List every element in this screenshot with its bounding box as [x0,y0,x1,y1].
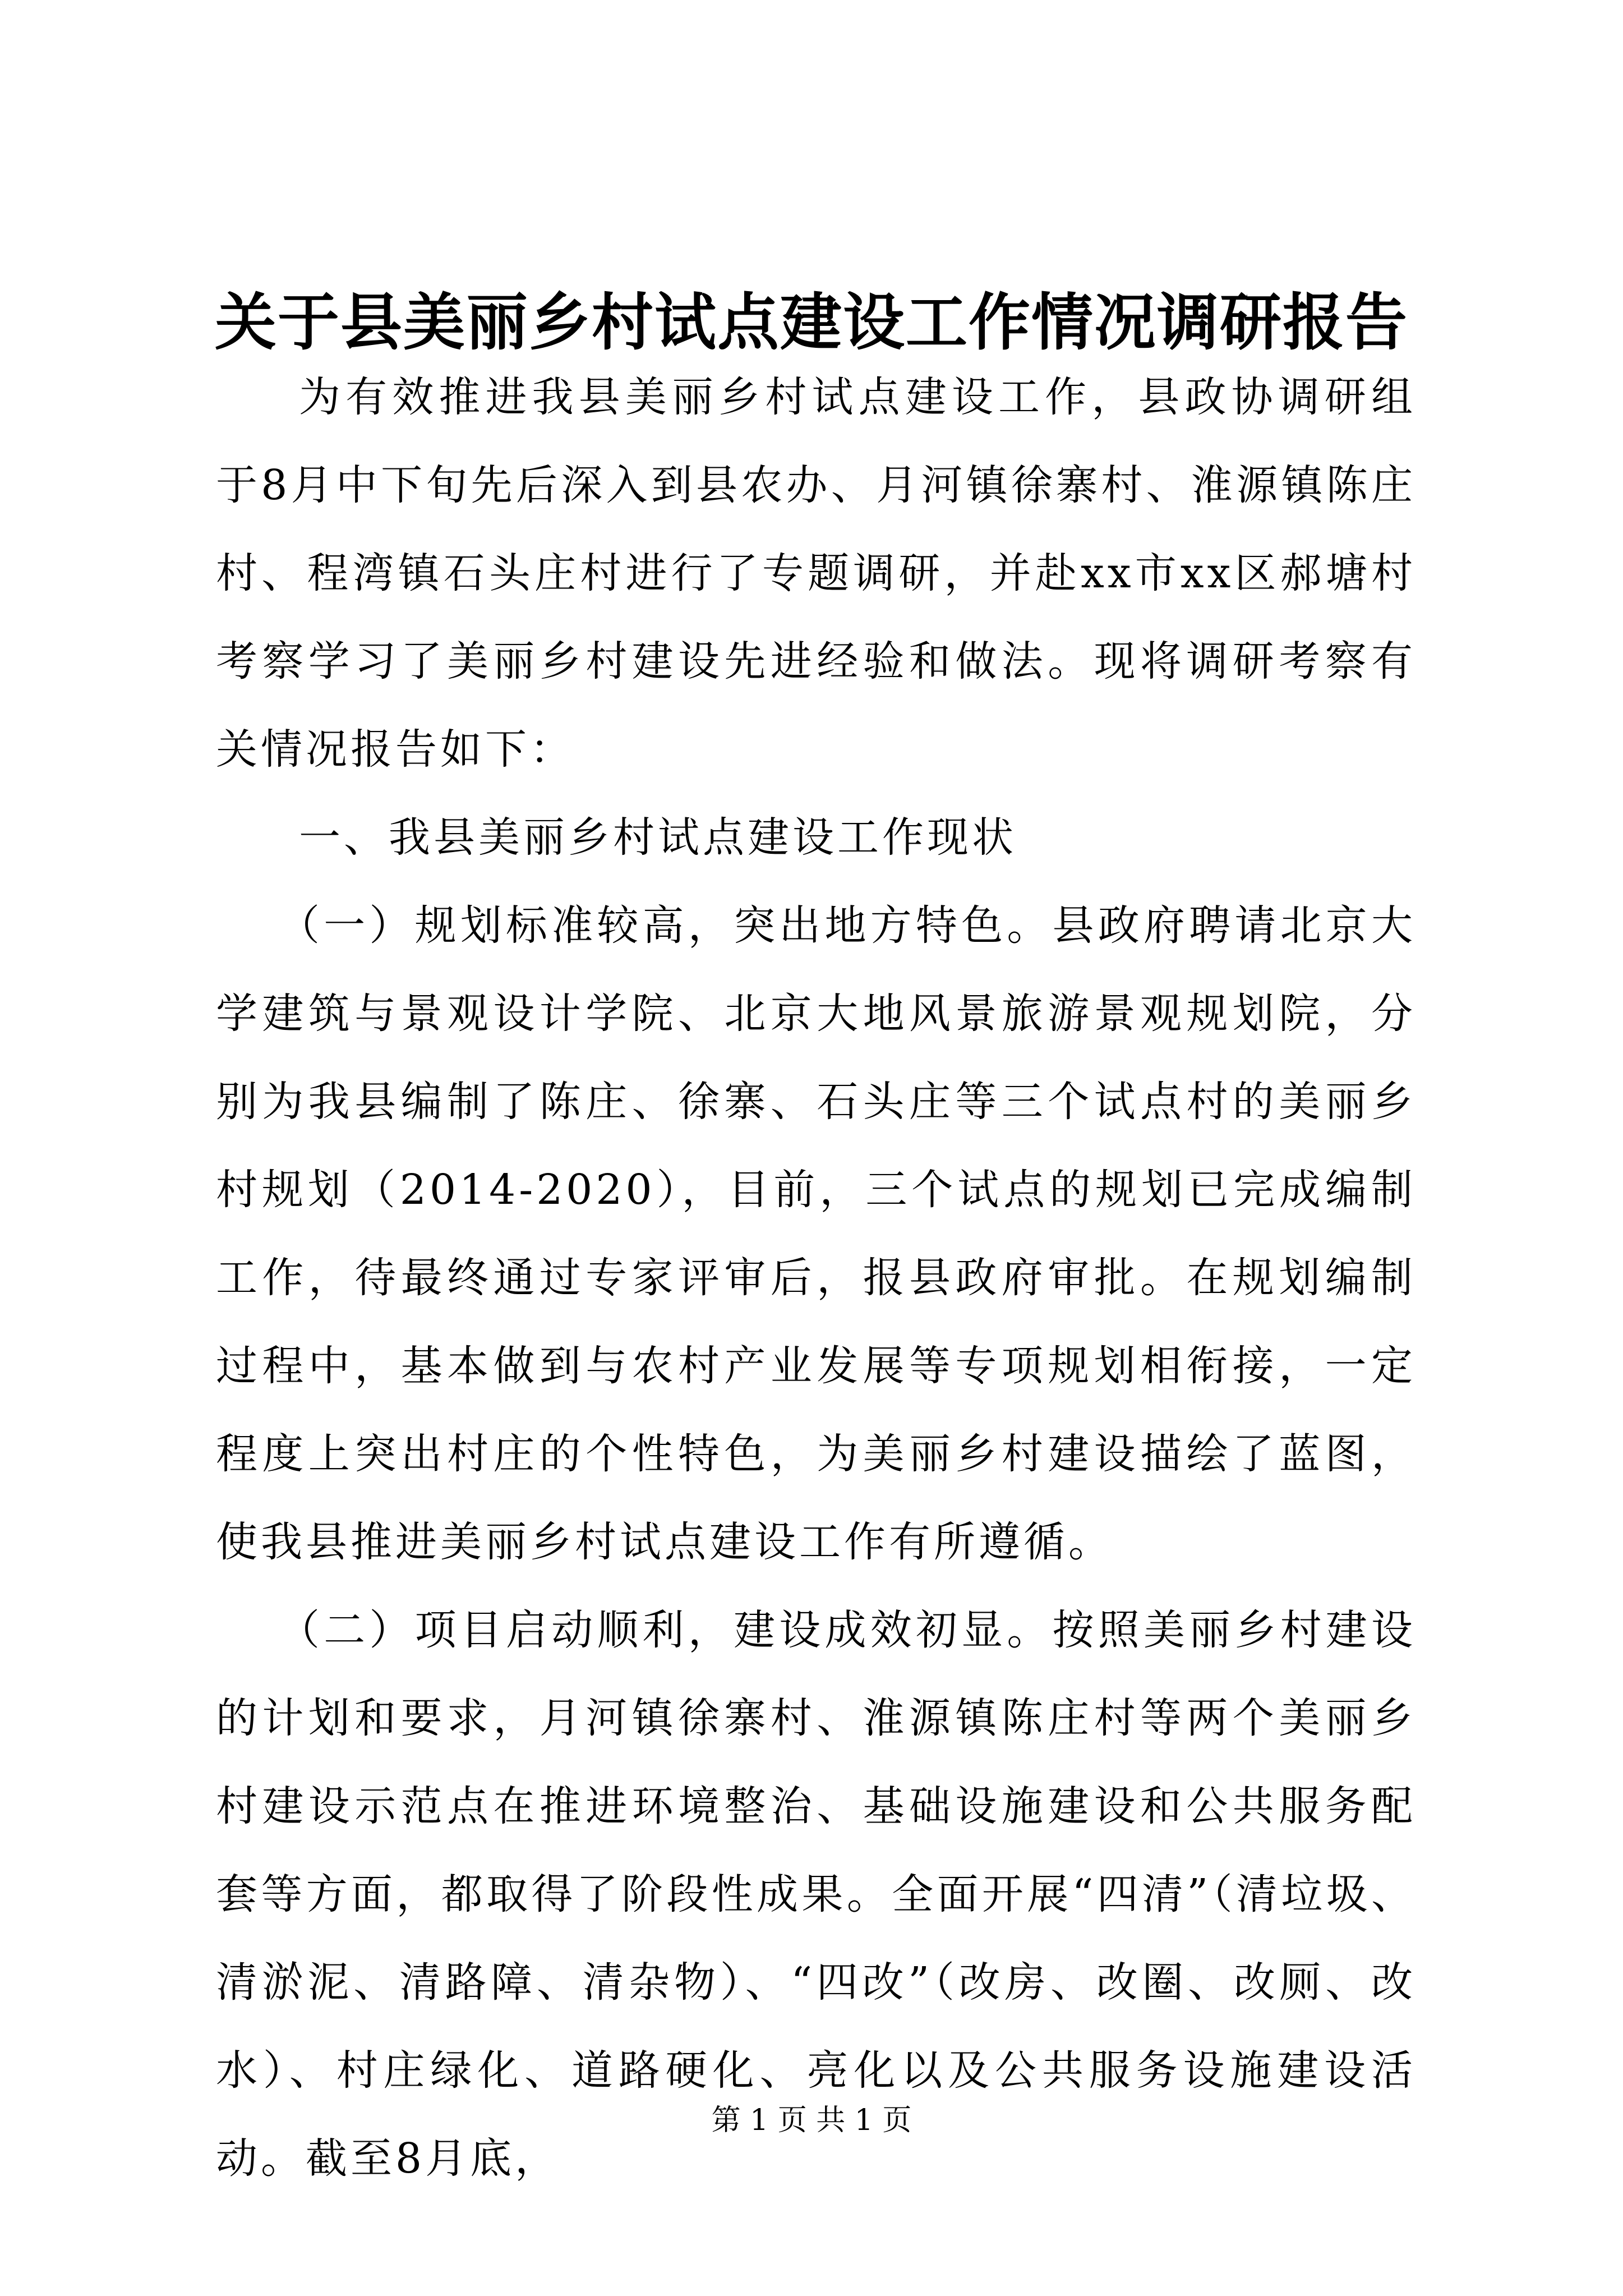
section-heading: 一、我县美丽乡村试点建设工作现状 [299,813,1017,862]
document-title: 关于县美丽乡村试点建设工作情况调研报告 [215,286,1408,358]
paragraph-subsection-1: （一）规划标准较高，突出地方特色。县政府聘请北京大学建筑与景观设计学院、北京大地风景旅游景观规划院，分别为我县编制了陈庄、徐寨、石头庄等三个试点村的美丽乡村规划（2014-2020），目前，三个试点的规划已完成编制工作，待最终通过专家评审后，报县政府审批。在规划编制过程中，基本做到与农村产业发展等专项规划相衔接，一定程度上突出村庄的个性特色，为美丽乡村建设描绘了蓝图，使我县推进美丽乡村试点建设工作有所遵循。 [216,901,1416,1566]
paragraph-subsection-2: （二）项目启动顺利，建设成效初显。按照美丽乡村建设的计划和要求，月河镇徐寨村、淮源镇陈庄村等两个美丽乡村建设示范点在推进环境整治、基础设施建设和公共服务配套等方面，都取得了阶段性成果。全面开展“四清”（清垃圾、清淤泥、清路障、清杂物）、“四改”（改房、改圈、改厕、改水）、村庄绿化、道路硬化、亮化以及公共服务设施建设活动。截至8月底， [216,1606,1416,2183]
page-number-footer: 第 1 页 共 1 页 [711,2104,912,2137]
document-body [216,353,1416,2203]
paragraph-intro: 为有效推进我县美丽乡村试点建设工作，县政协调研组于8月中下旬先后深入到县农办、月河镇徐寨村、淮源镇陈庄村、程湾镇石头庄村进行了专题调研，并赴xx市xx区郝塘村考察学习了美丽乡村建设先进经验和做法。现将调研考察有关情况报告如下： [216,373,1416,774]
